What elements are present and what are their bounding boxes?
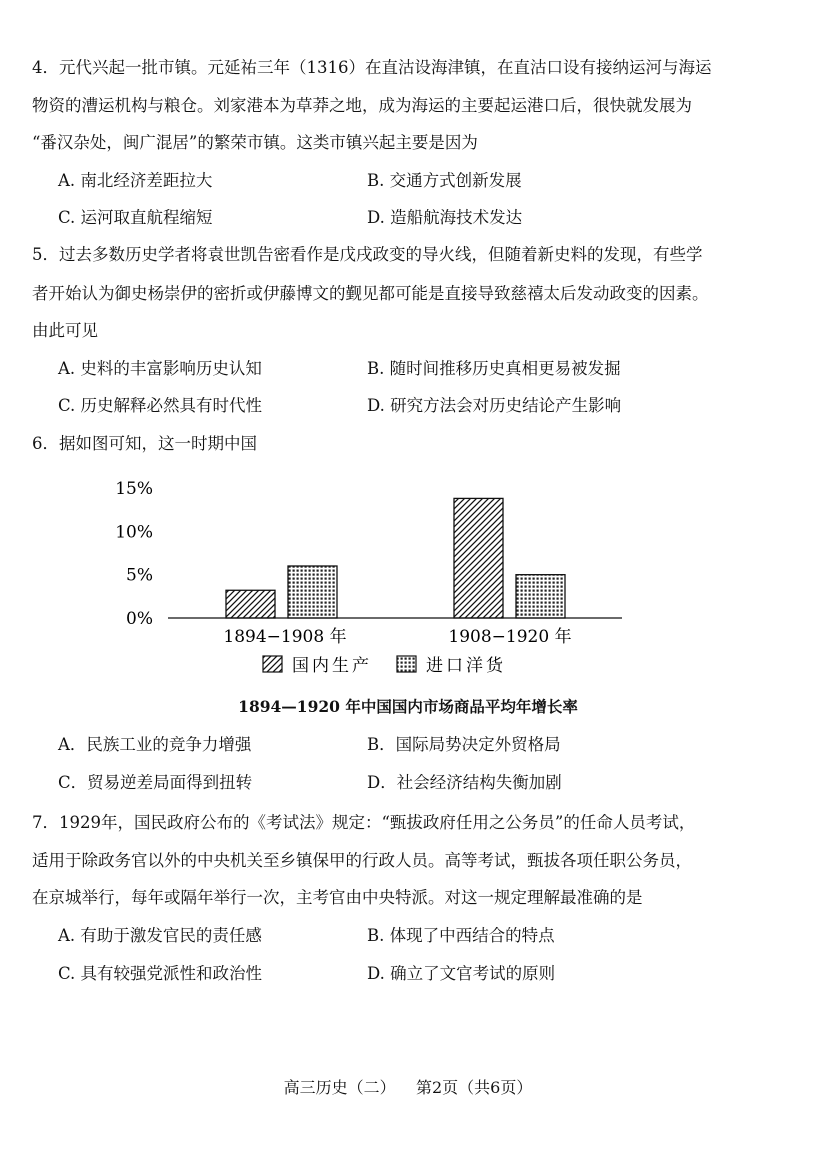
q6-option-d: D．社会经济结构失衡加剧 [367, 773, 562, 792]
q5-option-b: B. 随时间推移历史真相更易被发掘 [367, 359, 621, 378]
q5-line-2: 者开始认为御史杨崇伊的密折或伊藤博文的觐见都可能是直接导致慈禧太后发动政变的因素。 [32, 284, 709, 303]
q6-line-1: 6．据如图可知，这一时期中国 [32, 434, 257, 453]
bar-imported-1 [288, 566, 337, 618]
q6-option-b: B．国际局势决定外贸格局 [367, 735, 561, 754]
legend-label: 进口洋货 [426, 656, 506, 676]
q7-option-b: B. 体现了中西结合的特点 [367, 926, 555, 945]
q7-option-d: D. 确立了文官考试的原则 [367, 964, 556, 983]
bar-domestic-2 [454, 498, 503, 618]
q4-line-2: 物资的漕运机构与粮仓。刘家港本为草莽之地，成为海运的主要起运港口后，很快就发展为 [32, 96, 692, 115]
y-tick-label: 10% [115, 522, 153, 543]
y-tick-label: 5% [126, 565, 153, 586]
q4-line-1: 4．元代兴起一批市镇。元延祐三年（1316）在直沽设海津镇，在直沽口设有接纳运河与海运 [32, 58, 712, 77]
q5-line-3: 由此可见 [32, 321, 98, 340]
q4-option-c: C. 运河取直航程缩短 [58, 208, 213, 227]
q5-option-d: D. 研究方法会对历史结论产生影响 [367, 396, 622, 415]
q4-line-3: “番汉杂处，闽广混居”的繁荣市镇。这类市镇兴起主要是因为 [32, 133, 478, 152]
y-tick-label: 0% [126, 609, 153, 629]
q7-line-2: 适用于除政务官以外的中央机关至乡镇保甲的行政人员。高等考试，甄拔各项任职公务员， [32, 851, 692, 870]
q6-option-c: C．贸易逆差局面得到扭转 [58, 773, 253, 792]
q4-option-a: A. 南北经济差距拉大 [58, 171, 213, 190]
q7-option-c: C. 具有较强党派性和政治性 [58, 964, 263, 983]
bar-domestic-1 [226, 590, 275, 618]
q5-line-1: 5．过去多数历史学者将袁世凯告密看作是戊戌政变的导火线，但随着新史料的发现，有些学 [32, 245, 703, 264]
legend-label: 国内生产 [292, 656, 372, 676]
q4-option-d: D. 造船航海技术发达 [367, 208, 523, 227]
bar-imported-2 [516, 575, 565, 618]
q5-option-c: C. 历史解释必然具有时代性 [58, 396, 263, 415]
q4-option-b: B. 交通方式创新发展 [367, 171, 522, 190]
q7-line-1: 7．1929年，国民政府公布的《考试法》规定：“甄拔政府任用之公务员”的任命人员考试， [32, 813, 696, 832]
page-footer: 高三历史（二） 第2页（共6页） [283, 1078, 533, 1097]
x-category-label: 1894−1908 年 [223, 627, 347, 647]
legend-swatch-hatch [263, 656, 282, 672]
q7-line-3: 在京城举行，每年或隔年举行一次，主考官由中央特派。对这一规定理解最准确的是 [32, 888, 643, 907]
x-category-label: 1908−1920 年 [448, 627, 572, 647]
q5-option-a: A. 史料的丰富影响历史认知 [58, 359, 262, 378]
growth-rate-chart [0, 465, 816, 725]
q6-option-a: A．民族工业的竞争力增强 [58, 735, 252, 754]
legend-swatch-dots [397, 656, 416, 672]
chart-title: 1894—1920 年中国国内市场商品平均年增长率 [238, 697, 578, 716]
y-tick-label: 15% [115, 479, 153, 499]
q7-option-a: A. 有助于激发官民的责任感 [58, 926, 262, 945]
